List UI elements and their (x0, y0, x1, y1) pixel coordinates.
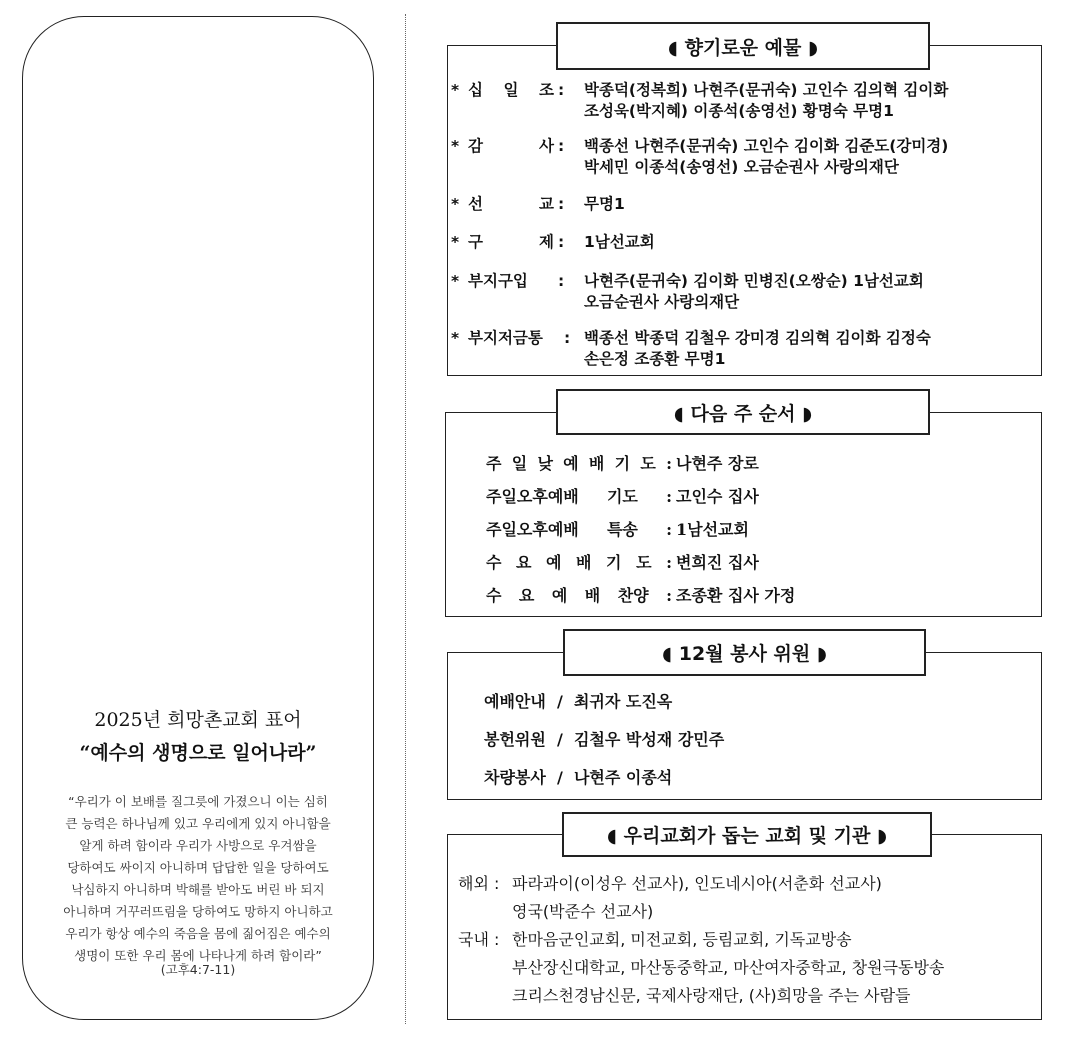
offering-category: 구 제 (468, 233, 554, 251)
motto-panel (22, 16, 374, 1020)
offering-category: 십 일 조 (468, 81, 554, 99)
verse-reference: (고후4:7-11) (160, 962, 236, 977)
offering-category: 선 교 (468, 195, 554, 213)
volunteer-row: 차량봉사 / 나현주 이종석 (484, 768, 673, 787)
verse-line: “우리가 이 보배를 질그릇에 가졌으니 이는 심히 (68, 794, 328, 809)
volunteers-header: ◖ 12월 봉사 위원 ◗ (563, 629, 926, 676)
schedule-row: 수 요 예 배 기 도 : 변희진 집사 (486, 553, 759, 572)
offering-names: 박종덕(정복희) 나현주(문귀숙) 고인수 김의혁 김이화 조성욱(박지혜) 이종석(송영선) 황명숙 무명1 (584, 81, 949, 120)
schedule-row: 주일오후예배 특송 : 1남선교회 (486, 520, 749, 539)
verse-line: 당하여도 싸이지 아니하며 답답한 일을 당하여도 (67, 860, 329, 875)
offering-category: 부지저금통 (468, 329, 543, 347)
schedule-box (445, 412, 1042, 617)
colon: : (558, 81, 565, 99)
missions-header: ◖ 우리교회가 돕는 교회 및 기관 ◗ (562, 812, 932, 857)
volunteer-row: 봉헌위원 / 김철우 박성재 강민주 (484, 730, 725, 749)
verse-line: 생명이 또한 우리 몸에 나타나게 하려 함이라” (74, 948, 322, 963)
missions-box: 해외 : 파라과이(이성우 선교사), 인도네시아(서춘화 선교사) 영국(박준수 선교사) 국내 : 한마음군인교회, 미전교회, 등림교회, 기독교방송 부산장신대학교, 마산동중학교, 마산여자중학교, 창원극동방송 크리스천경남신문, 국제사랑재단, (사)희망을 주는 사람들 (447, 834, 1042, 1020)
volunteer-row: 예배안내 / 최귀자 도진옥 (484, 692, 673, 711)
column-divider (405, 14, 406, 1024)
verse-line: 큰 능력은 하나님께 있고 우리에게 있지 아니함을 (65, 816, 331, 831)
offering-names: 무명1 (584, 195, 625, 213)
verse-line: 우리가 항상 예수의 죽음을 몸에 짊어짐은 예수의 (65, 926, 331, 941)
schedule-row: 수 요 예 배 찬양 : 조종환 집사 가정 (486, 586, 796, 605)
offerings-box: * 십 일 조 : 박종덕(정복희) 나현주(문귀숙) 고인수 김의혁 김이화 조성욱(박지혜) 이종석(송영선) 황명숙 무명1 * 감 사 : 백종선 나현주(문귀숙) 고인수 김이화 김준도(강미경) 박세민 이종석(송영선) 오금순권사 사랑의재단 * 선 교 : 무명1 * 구 제 : 1남선교회 * 부지구입 : 나현주(문귀숙) 김이화 민병진(오쌍순) 1남선교회 오금순권사 사랑의재단 * 부지저금통 : 백종선 박종덕 김철우 강미경 김의혁 김이화 김정숙 손은정 조종환 무명1 (447, 45, 1042, 376)
offering-category: 감 사 (468, 137, 554, 155)
offering-names: 1남선교회 (584, 233, 655, 251)
bullet: * (451, 81, 460, 99)
offering-names: 나현주(문귀숙) 김이화 민병진(오쌍순) 1남선교회 오금순권사 사랑의재단 (584, 272, 924, 311)
offering-category: 부지구입 (468, 272, 528, 290)
schedule-header: ◖ 다음 주 순서 ◗ (556, 389, 930, 435)
offering-names: 백종선 나현주(문귀숙) 고인수 김이화 김준도(강미경) 박세민 이종석(송영선) 오금순권사 사랑의재단 (584, 137, 949, 176)
verse-line: 아니하며 거꾸러뜨림을 당하여도 망하지 아니하고 (63, 904, 333, 919)
offerings-header: ◖ 향기로운 예물 ◗ (556, 22, 930, 70)
verse-line: 낙심하지 아니하며 박해를 받아도 버린 바 되지 (71, 882, 325, 897)
schedule-row: 주일오후예배 기도 : 고인수 집사 (486, 487, 759, 506)
schedule-row: 주 일 낮 예 배 기 도 : 나현주 장로 (486, 454, 759, 473)
motto-subtitle: “예수의 생명으로 일어나라” (79, 742, 317, 764)
motto-verse (37, 791, 359, 967)
offering-names: 백종선 박종덕 김철우 강미경 김의혁 김이화 김정숙 손은정 조종환 무명1 (584, 329, 931, 368)
verse-line: 알게 하려 함이라 우리가 사방으로 우겨쌈을 (79, 838, 317, 853)
motto-title: 2025년 희망촌교회 표어 (94, 709, 302, 731)
